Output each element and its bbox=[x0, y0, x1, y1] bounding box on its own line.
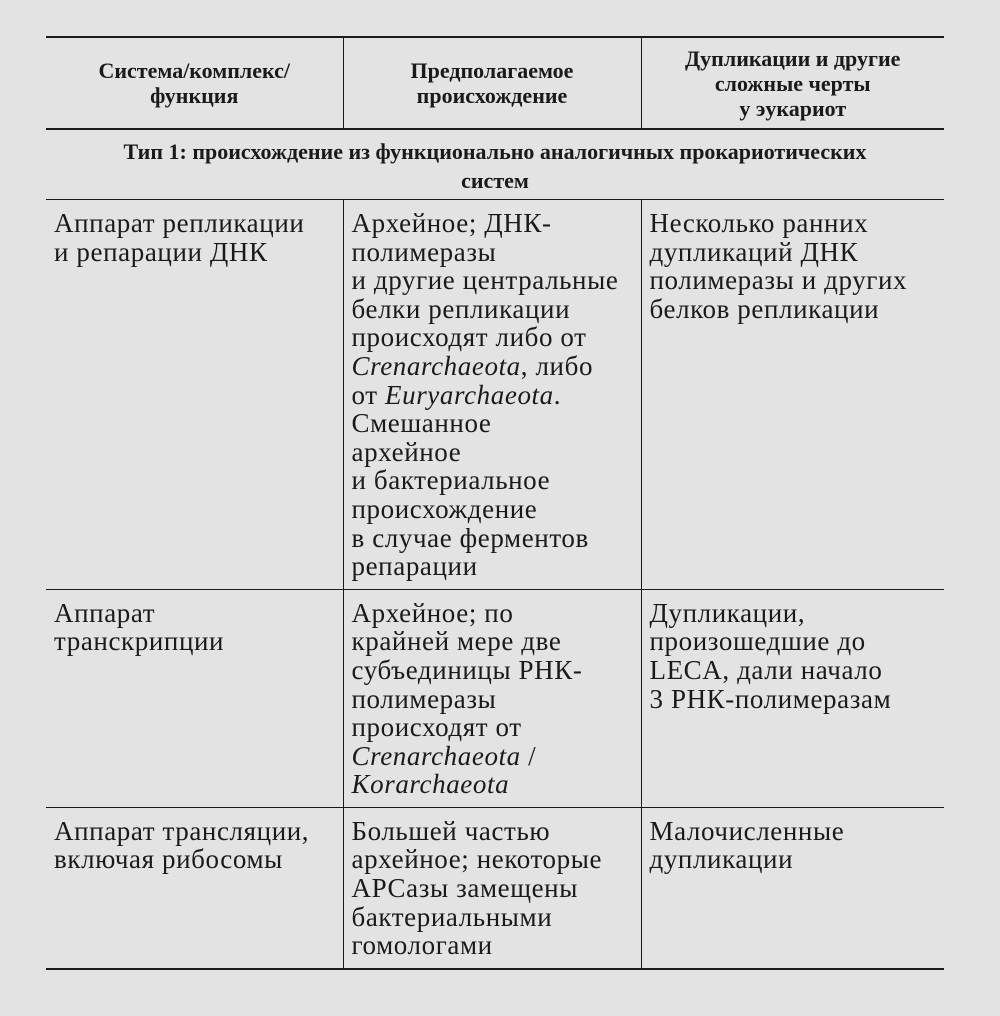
cell-features: Несколько ранних дупликаций ДНК полимеразы и других белков репликации bbox=[641, 200, 944, 590]
table-row bbox=[46, 589, 944, 807]
column-header-system: Система/комплекс/ функция bbox=[46, 37, 343, 129]
origin-line-crenarchaeota: Crenarchaeota, либо bbox=[351, 350, 594, 381]
column-header-origin: Предполагаемое происхождение bbox=[343, 37, 641, 129]
cell-origin: Архейное; по крайней мере две субъединицы РНК- полимеразы происходят от Crenarchaeota / Korarchaeota bbox=[343, 589, 641, 807]
table bbox=[46, 36, 944, 970]
cell-system: Аппарат транскрипции bbox=[46, 589, 343, 807]
origin-line-crenarchaeota: Crenarchaeota / bbox=[351, 740, 537, 771]
evolution-origin-table bbox=[46, 36, 944, 970]
cell-features: Дупликации, произошедшие до LECA, дали начало 3 РНК-полимеразам bbox=[641, 589, 944, 807]
cell-features: Малочисленные дупликации bbox=[641, 807, 944, 968]
origin-line-euryarchaeota: от Euryarchaeota. bbox=[351, 379, 562, 410]
cell-system: Аппарат трансляции, включая рибосомы bbox=[46, 807, 343, 968]
column-header-features: Дупликации и другие сложные черты у эукариот bbox=[641, 37, 944, 129]
section-row bbox=[46, 129, 944, 200]
cell-origin: Архейное; ДНК- полимеразы и другие центральные белки репликации происходят либо от Crenarchaeota, либо от Euryarchaeota. Смешанное архейное и бактериальное происхождение в случае ферментов репарации bbox=[343, 200, 641, 590]
cell-system: Аппарат репликации и репарации ДНК bbox=[46, 200, 343, 590]
table-row bbox=[46, 200, 944, 590]
header-row bbox=[46, 37, 944, 129]
table-header bbox=[46, 37, 944, 129]
section-title: Тип 1: происхождение из функционально аналогичных прокариотических систем bbox=[46, 129, 944, 200]
table-row bbox=[46, 807, 944, 968]
table-body bbox=[46, 129, 944, 969]
cell-origin: Большей частью архейное; некоторые АРСазы замещены бактериальными гомологами bbox=[343, 807, 641, 968]
